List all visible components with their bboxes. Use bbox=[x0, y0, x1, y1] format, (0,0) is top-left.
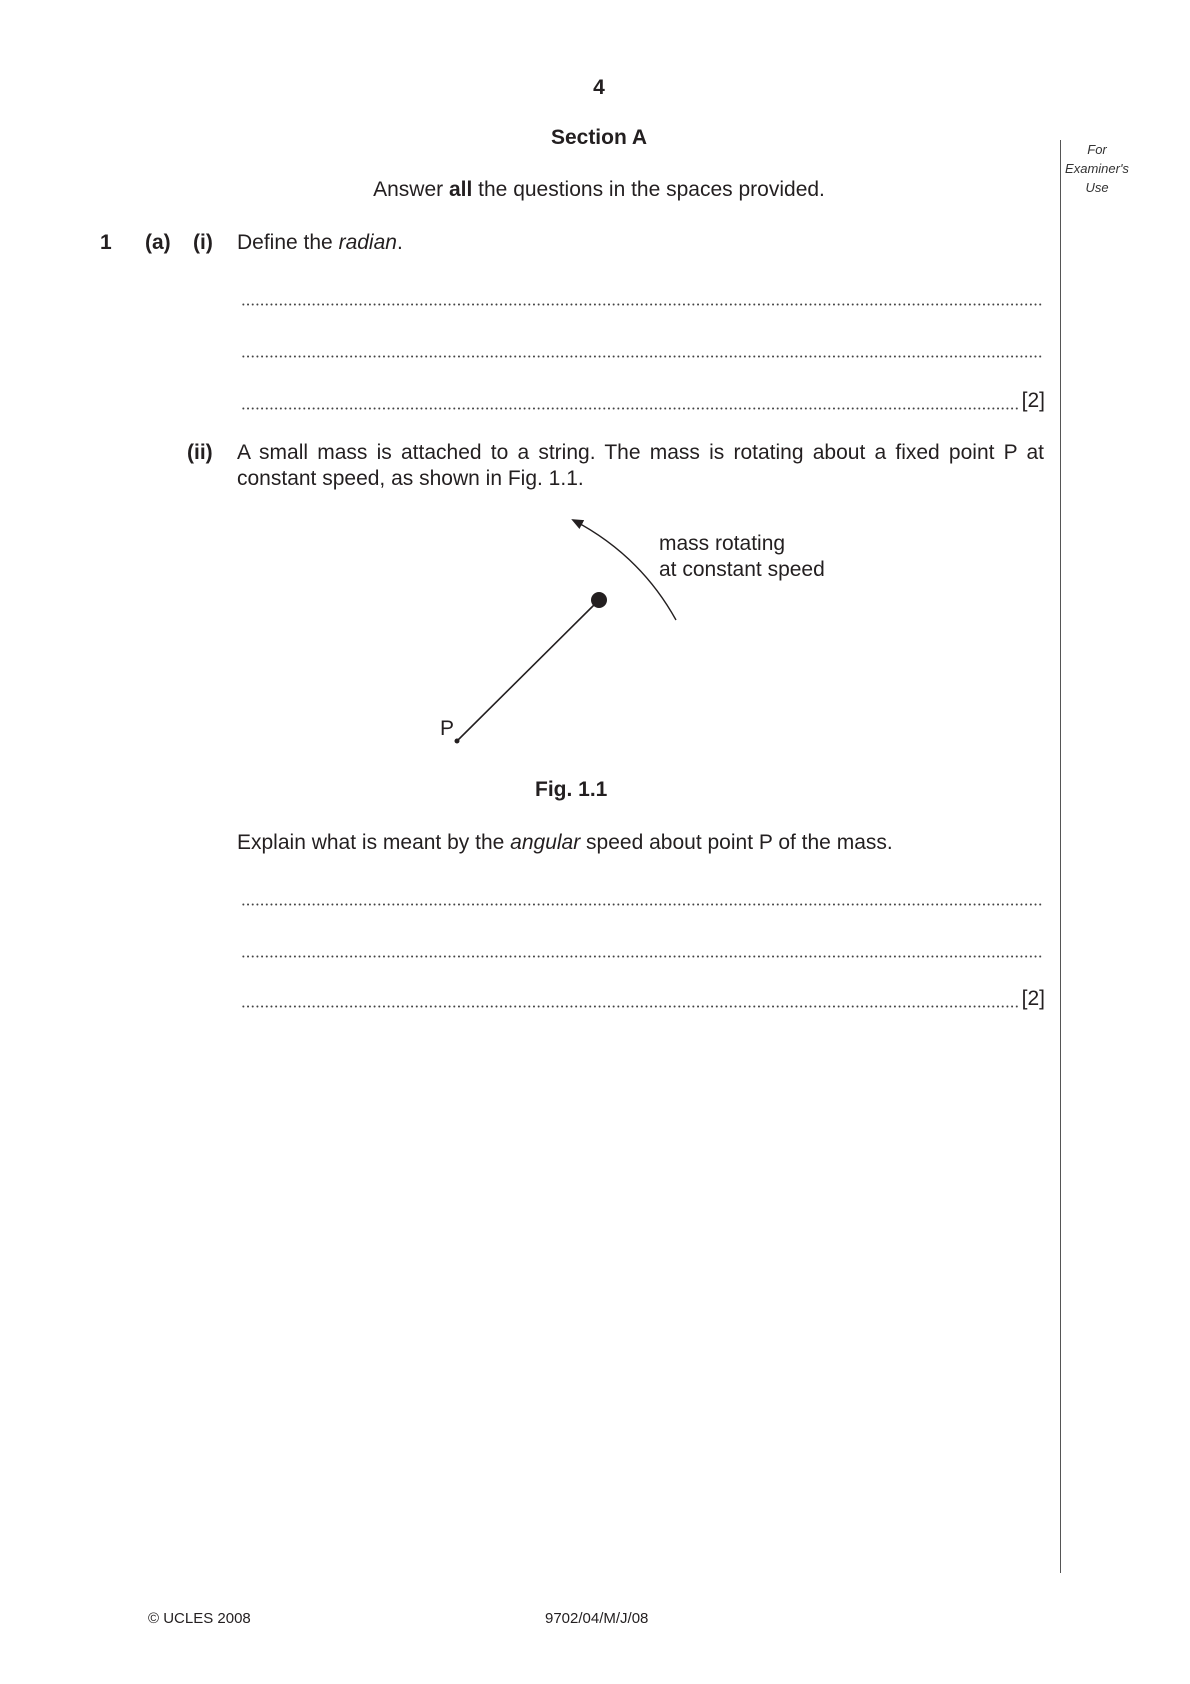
examiner-note-line1: For bbox=[1087, 142, 1107, 157]
point-p-label: P bbox=[440, 717, 455, 740]
subpart-ii-question bbox=[237, 830, 893, 856]
footer-code: 9702/04/M/J/08 bbox=[545, 1610, 649, 1627]
annotation-line1: mass rotating bbox=[659, 532, 786, 555]
pivot-point bbox=[455, 739, 460, 744]
marks-ii: [2] bbox=[1021, 987, 1045, 1010]
subpart-ii-question-after: speed about point P of the mass. bbox=[580, 831, 893, 854]
subpart-i-text-italic: radian bbox=[338, 231, 397, 254]
question-number: 1 bbox=[100, 231, 112, 254]
page-number: 4 bbox=[593, 76, 605, 99]
subpart-i-text-after: . bbox=[396, 231, 403, 254]
annotation-line2: at constant speed bbox=[659, 558, 825, 581]
examiner-note-line2: Examiner's bbox=[1065, 161, 1129, 176]
instruction-bold: all bbox=[448, 178, 473, 201]
answer-line-5[interactable] bbox=[241, 936, 1042, 962]
instruction-before: Answer bbox=[373, 178, 449, 201]
subpart-ii-question-before: Explain what is meant by the bbox=[237, 831, 511, 854]
subpart-ii-label: (ii) bbox=[187, 441, 213, 464]
subpart-ii-line2: constant speed, as shown in Fig. 1.1. bbox=[237, 467, 584, 490]
figure-caption: Fig. 1.1 bbox=[535, 778, 608, 801]
subpart-ii-question-italic: angular bbox=[510, 831, 581, 854]
answer-line-6[interactable] bbox=[241, 986, 1045, 1012]
subpart-i-text-before: Define the bbox=[237, 231, 339, 254]
subpart-i-label: (i) bbox=[193, 231, 213, 254]
footer-copyright: © UCLES 2008 bbox=[148, 1610, 251, 1627]
string-line bbox=[457, 600, 599, 741]
marks-i: [2] bbox=[1021, 389, 1045, 412]
examiner-note-line3: Use bbox=[1085, 180, 1109, 195]
answer-line-4[interactable] bbox=[241, 884, 1042, 910]
mass-ball bbox=[591, 592, 607, 608]
question-part: (a) bbox=[145, 231, 171, 254]
section-title: Section A bbox=[550, 126, 648, 149]
instruction-after: the questions in the spaces provided. bbox=[472, 178, 825, 201]
subpart-ii-line1: A small mass is attached to a string. The mass is rotating about a fixed point P at bbox=[237, 441, 1044, 464]
